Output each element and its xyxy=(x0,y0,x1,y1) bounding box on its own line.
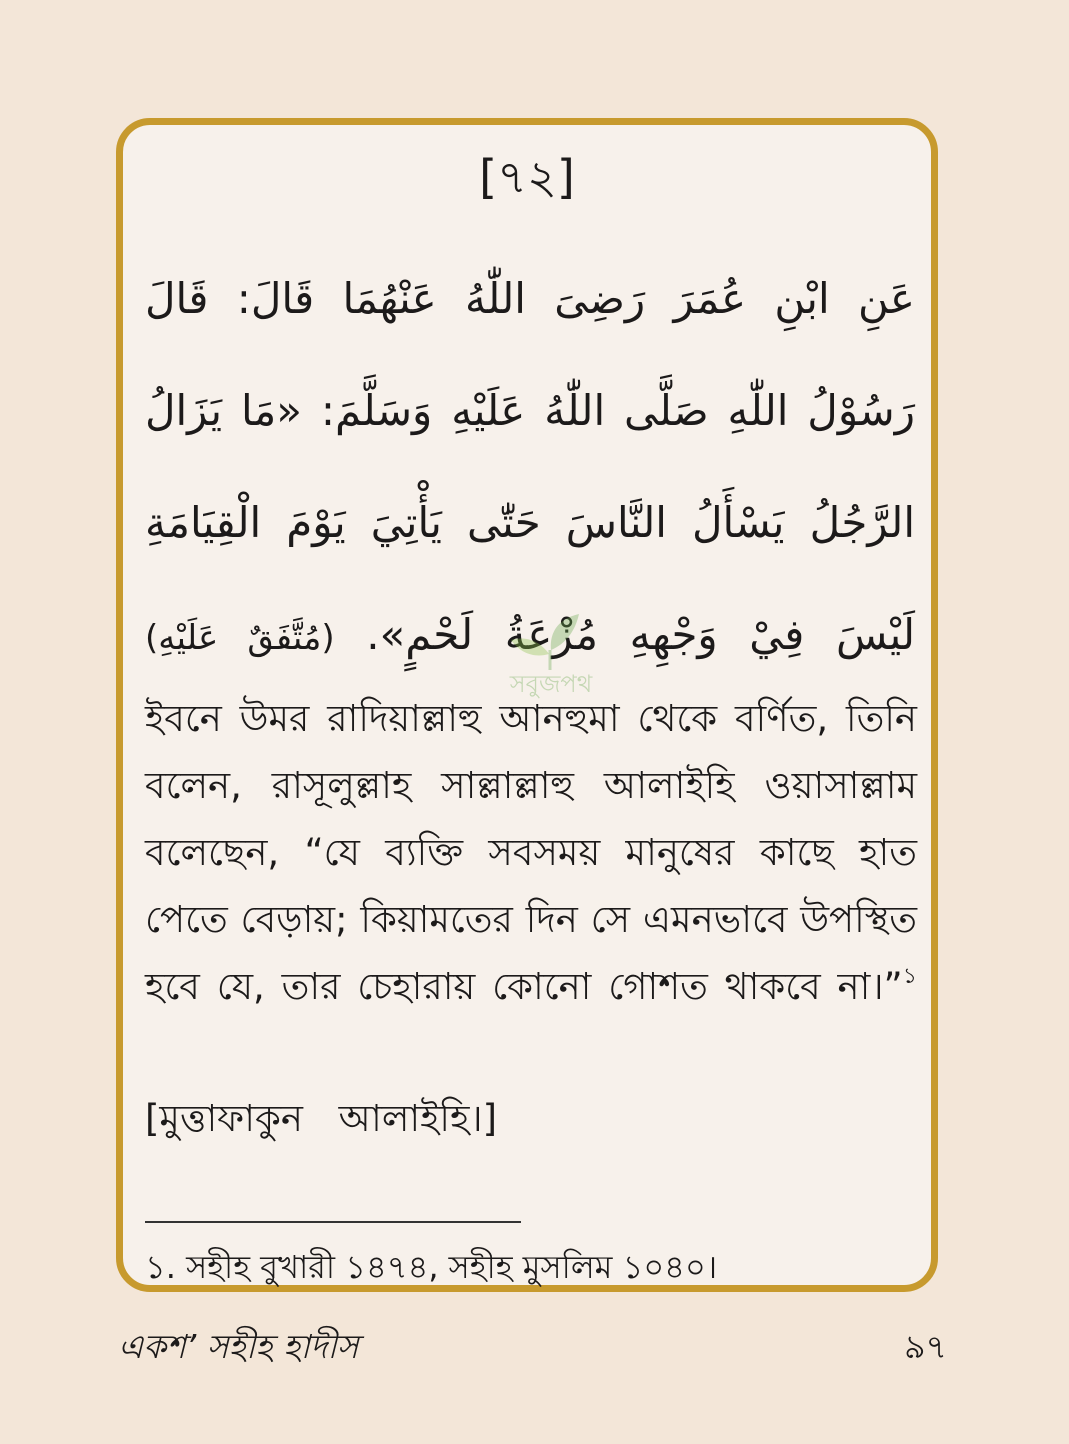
bengali-text: ইবনে উমর রাদিয়াল্লাহু আনহুমা থেকে বর্ণিত, তিনি বলেন, রাসূলুল্লাহ সাল্লাল্লাহু আলাইহি ওয়াসাল্লাম বলেছেন, “যে ব্যক্তি সবসময় মানুষের কাছে হাত পেতে বেড়ায়; কিয়ামতের দিন সে এমনভাবে উপস্থিত হবে যে, তার চেহারায় কোনো গোশত থাকবে না।” xyxy=(145,697,917,1008)
source-reference: [মুত্তাফাকুন আলাইহি।] xyxy=(145,1097,498,1140)
hadith-number: [৭২] xyxy=(479,150,575,204)
watermark-text: সবুজপথ xyxy=(509,670,593,698)
footnote-divider xyxy=(145,1221,521,1223)
hadith-card xyxy=(116,118,938,1292)
arabic-text-block xyxy=(145,243,915,694)
book-title: একশ’ সহীহ হাদীস xyxy=(118,1327,359,1366)
arabic-hadith-text: عَنِ ابْنِ عُمَرَ رَضِىَ اللّٰهُ عَنْهُمَا قَالَ: قَالَ رَسُوْلُ اللّٰهِ صَلَّى اللّٰهُ عَلَيْهِ وَسَلَّمَ: «مَا يَزَالُ الرَّجُلُ يَسْأَلُ النَّاسَ حَتّٰى يَأْتِيَ يَوْمَ الْقِيَامَةِ لَيْسَ فِيْ وَجْهِهِ مُزْعَةُ لَحْمٍ». xyxy=(145,274,915,659)
page-number: ৯৭ xyxy=(904,1327,947,1366)
footnote-marker: ১ xyxy=(902,964,917,989)
bengali-translation xyxy=(145,685,917,1020)
arabic-reference: (مُتَّفَقٌ عَلَيْهِ) xyxy=(145,618,335,658)
footnote: ১. সহীহ বুখারী ১৪৭৪, সহীহ মুসলিম ১০৪০। xyxy=(145,1248,718,1286)
